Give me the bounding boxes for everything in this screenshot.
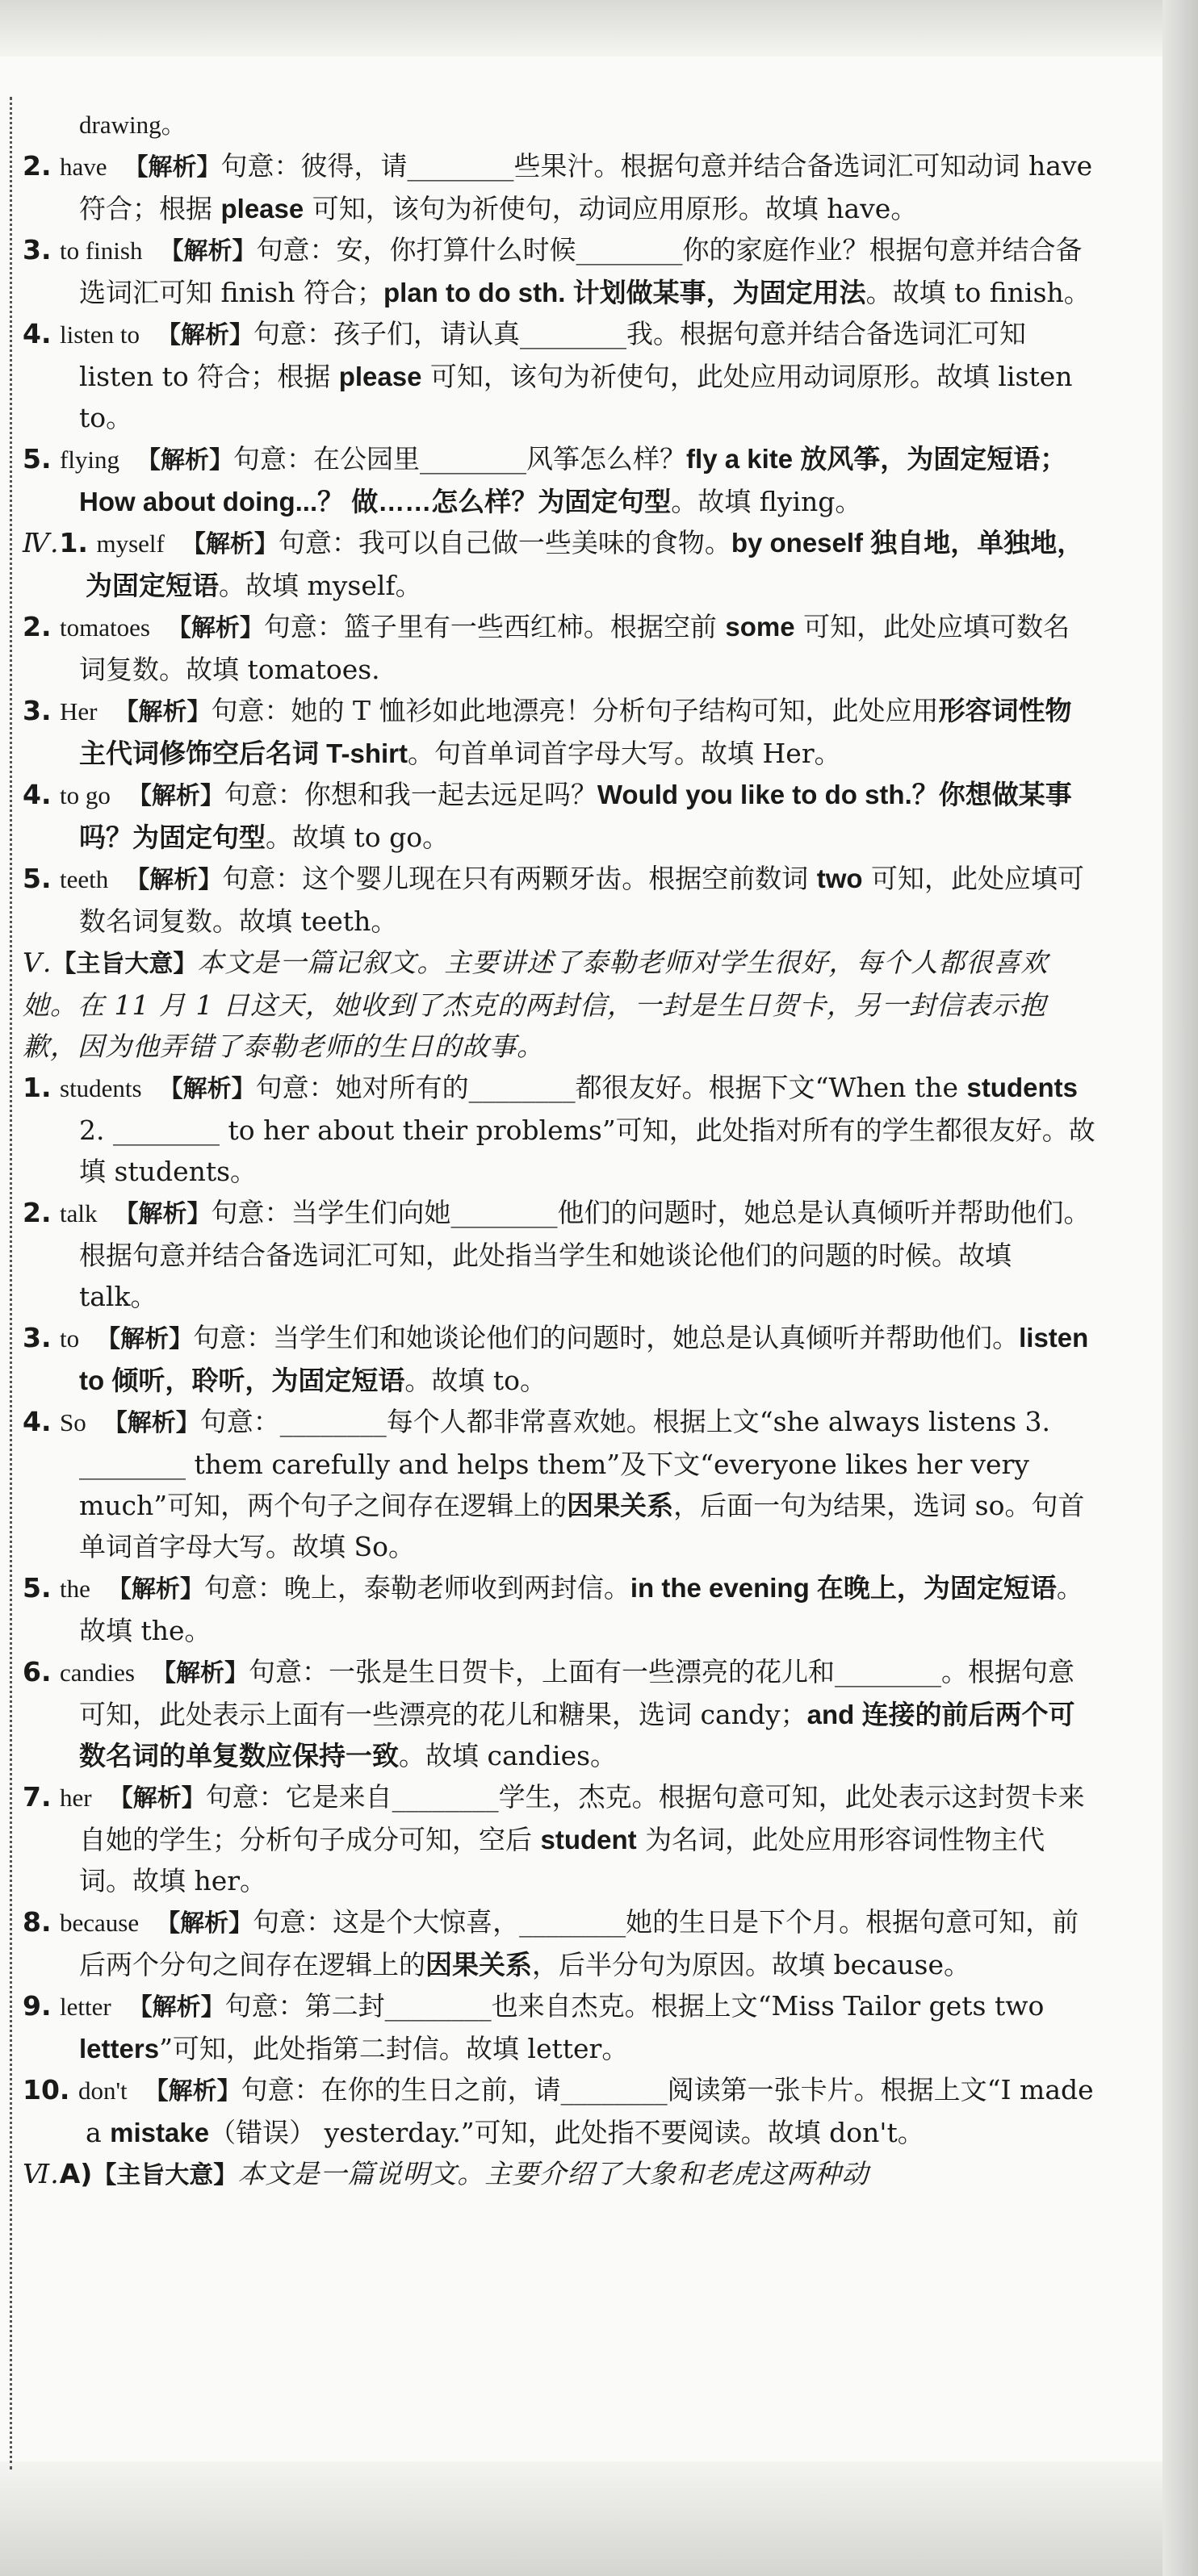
scan-edge-top: [0, 0, 1198, 56]
answer-item: Ⅳ.1. myself 【解析】句意：我可以自己做一些美味的食物。by oneself 独自地，单独地，为固定短语。故填 myself。: [23, 527, 1084, 601]
section-numeral: Ⅳ.: [23, 527, 60, 558]
answer-item: 4. listen to 【解析】句意：孩子们，请认真________我。根据句意并结合备选词汇可知 listen to 符合；根据 please 可知，该句为祈使句，此处应用动词原形。故填 listen to。: [23, 318, 1073, 433]
answer-item: 4. So 【解析】句意：________每个人都非常喜欢她。根据上文“she always listens 3. ________ them carefully and helps them”及下文“everyone likes her very much”可知，两个句子之间存在逻辑上的因果关系，后面一句为结果，选词 so。句首单词首字母大写。故填 So。: [23, 1406, 1085, 1562]
answer-item: 2. tomatoes 【解析】句意：篮子里有一些西红柿。根据空前 some 可知，此处应填可数名词复数。故填 tomatoes.: [23, 611, 1070, 685]
answer-item: 7. her 【解析】句意：它是来自________学生，杰克。根据句意可知，此处表示这封贺卡来自她的学生；分析句子成分可知，空后 student 为名词，此处应用形容词性物主代词。故填 her。: [23, 1781, 1085, 1896]
answer-item: 2. have 【解析】句意：彼得，请________些果汁。根据句意并结合备选词汇可知动词 have 符合；根据 please 可知，该句为祈使句，动词应用原形。故填 have。: [23, 150, 1093, 224]
scan-edge-right: [1162, 0, 1198, 2576]
answer-item: 2. talk 【解析】句意：当学生们向她________他们的问题时，她总是认真倾听并帮助他们。根据句意并结合备选词汇可知，此处指当学生和她谈论他们的问题的时候。故填 talk。: [23, 1197, 1091, 1312]
answer-item: 9. letter 【解析】句意：第二封________也来自杰克。根据上文“Miss Tailor gets two letters”可知，此处指第二封信。故填 letter。: [23, 1990, 1045, 2064]
answer-continuation: drawing。: [79, 111, 186, 139]
answer-item: 4. to go 【解析】句意：你想和我一起去远足吗？Would you like to do sth.？你想做某事吗？为固定句型。故填 to go。: [23, 779, 1072, 853]
answer-item: 1. students 【解析】句意：她对所有的________都很友好。根据下文“When the students 2. ________ to her about their problems”可知，此处指对所有的学生都很友好。故填 students。: [23, 1072, 1095, 1187]
answer-item: 3. to finish 【解析】句意：安，你打算什么时候________你的家庭作业？根据句意并结合备选词汇可知 finish 符合；plan to do sth. 计划做某事，为固定用法。故填 to finish。: [23, 234, 1091, 308]
answer-item: 5. flying 【解析】句意：在公园里________风筝怎么样？fly a kite 放风筝，为固定短语；How about doing...？ 做……怎么样？为固定句型。故填 flying。: [23, 443, 1067, 517]
section-summary: Ⅵ.A)【主旨大意】本文是一篇说明文。主要介绍了大象和老虎这两种动: [23, 2158, 869, 2189]
answer-key-content: [23, 103, 1096, 2196]
section-numeral: Ⅵ.: [23, 2158, 60, 2189]
section-summary: Ⅴ.【主旨大意】本文是一篇记叙文。主要讲述了泰勒老师对学生很好，每个人都很喜欢她。在 11 月 1 日这天，她收到了杰克的两封信，一封是生日贺卡，另一封信表示抱歉，因为他弄错了泰勒老师的生日的故事。: [23, 947, 1049, 1062]
section-numeral: Ⅴ.: [23, 947, 52, 978]
answer-item: 6. candies 【解析】句意：一张是生日贺卡，上面有一些漂亮的花儿和________。根据句意可知，此处表示上面有一些漂亮的花儿和糖果，选词 candy；and 连接的前后两个可数名词的单复数应保持一致。故填 candies。: [23, 1656, 1075, 1771]
answer-item: 8. because 【解析】句意：这是个大惊喜，________她的生日是下个月。根据句意可知，前后两个分句之间存在逻辑上的因果关系，后半分句为原因。故填 because。: [23, 1906, 1079, 1980]
answer-item: 5. teeth 【解析】句意：这个婴儿现在只有两颗牙齿。根据空前数词 two 可知，此处应填可数名词复数。故填 teeth。: [23, 863, 1085, 937]
scan-edge-bottom: [0, 2461, 1198, 2576]
answer-item: 3. Her 【解析】句意：她的 T 恤衫如此地漂亮！分析句子结构可知，此处应用形容词性物主代词修饰空后名词 T-shirt。句首单词首字母大写。故填 Her。: [23, 695, 1072, 769]
answer-item: 5. the 【解析】句意：晚上，泰勒老师收到两封信。in the evening 在晚上，为固定短语。故填 the。: [23, 1572, 1083, 1646]
answer-item: 10. don't 【解析】句意：在你的生日之前，请________阅读第一张卡片。根据上文“I made a mistake（错误） yesterday.”可知，此处指不要阅读。故填 don't。: [23, 2074, 1094, 2148]
answer-item: 3. to 【解析】句意：当学生们和她谈论他们的问题时，她总是认真倾听并帮助他们。listen to 倾听，聆听，为固定短语。故填 to。: [23, 1322, 1089, 1396]
margin-dotted-line: [10, 97, 12, 2469]
